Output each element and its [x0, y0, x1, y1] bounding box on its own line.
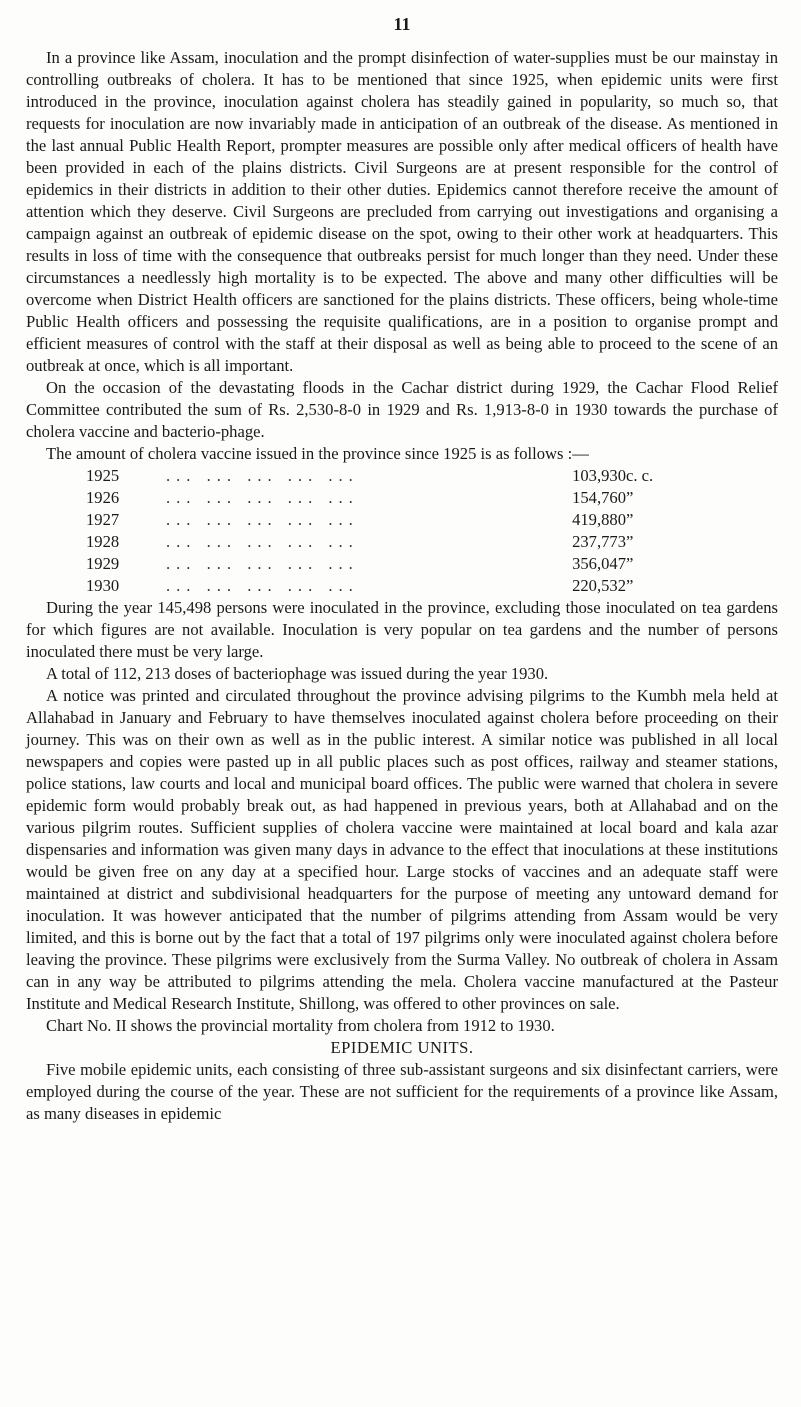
paragraph-epidemic-units: Five mobile epidemic units, each consisting of three sub-assistant surgeons and six disinfectant carriers, were employed during the course of the year. These are not sufficient for the requirements of a province like Assam, as many diseases in epidemic [26, 1060, 778, 1123]
table-row [86, 509, 686, 531]
leader-dots: ... ... ... ... ... [166, 576, 359, 595]
vaccine-issued-table [86, 465, 686, 597]
amount-cell: 220,532 [572, 576, 626, 595]
unit-cell: c. c. [626, 466, 654, 485]
unit-cell: ” [626, 510, 634, 529]
unit-cell: ” [626, 532, 634, 551]
amount-cell: 356,047 [572, 554, 626, 573]
table-row [86, 487, 686, 509]
paragraph-vaccine-intro: The amount of cholera vaccine issued in the province since 1925 is as follows :— [46, 444, 589, 463]
unit-cell: ” [626, 488, 634, 507]
section-heading: EPIDEMIC UNITS. [330, 1038, 474, 1057]
year-cell: 1929 [86, 554, 120, 573]
amount-cell: 419,880 [572, 510, 626, 529]
document-page [26, 14, 778, 1125]
amount-cell: 103,930 [572, 466, 626, 485]
leader-dots: ... ... ... ... ... [166, 510, 359, 529]
paragraph-kumbh-mela: A notice was printed and circulated throughout the province advising pilgrims to the Kumbh mela held at Allahabad in January and February to have themselves inoculated against cholera before proceeding on their journey. This was on their own as well as in the public interest. A similar notice was published in all local newspapers and copies were pasted up in all public places such as post offices, railway and steamer stations, police stations, law courts and local and municipal board offices. The public were warned that cholera in severe epidemic form would probably break out, as had happened in previous years, both at Allahabad and on the various pilgrim routes. Sufficient supplies of cholera vaccine were maintained at local board and kala azar dispensaries and information was given many days in advance to the effect that inoculations at these institutions would be given free on any day at a specified hour. Large stocks of vaccines and an adequate staff were maintained at district and subdivisional headquarters for the purpose of meeting any untoward demand for inoculation. It was however anticipated that the number of pilgrims attending from Assam would be very limited, and this is borne out by the fact that a total of 197 pilgrims only were inoculated against cholera before leaving the province. These pilgrims were exclusively from the Surma Valley. No outbreak of cholera in Assam can in any way be attributed to pilgrims attending the mela. Cholera vaccine manufactured at the Pasteur Institute and Medical Research Institute, Shillong, was offered to other provinces on sale. [26, 686, 778, 1013]
table-row [86, 553, 686, 575]
year-cell: 1930 [86, 576, 120, 595]
amount-cell: 154,760 [572, 488, 626, 507]
page-number: 11 [393, 14, 411, 34]
paragraph-persons-inoculated: During the year 145,498 persons were inoculated in the province, excluding those inoculated on tea gardens for which figures are not available. Inoculation is very popular on tea gardens and the number of persons inoculated there must be very large. [26, 598, 778, 661]
year-cell: 1926 [86, 488, 120, 507]
leader-dots: ... ... ... ... ... [166, 488, 359, 507]
table-row [86, 575, 686, 597]
year-cell: 1927 [86, 510, 120, 529]
table-row [86, 465, 686, 487]
table-row [86, 531, 686, 553]
leader-dots: ... ... ... ... ... [166, 554, 359, 573]
unit-cell: ” [626, 576, 634, 595]
leader-dots: ... ... ... ... ... [166, 532, 359, 551]
paragraph-inoculation: In a province like Assam, inoculation and the prompt disinfection of water-supplies must be our mainstay in controlling outbreaks of cholera. It has to be mentioned that since 1925, when epidemic units were first introduced in the province, inoculation against cholera has steadily gained in popularity, so much so, that requests for inoculation are now invariably made in anticipation of an outbreak of the disease. As mentioned in the last annual Public Health Report, prompter measures are possible only after medical officers of health have been provided in each of the plains districts. Civil Surgeons are at present responsible for the control of epidemics in their districts in addition to their other duties. Epidemics cannot therefore receive the amount of attention which they deserve. Civil Surgeons are precluded from carrying out investigations and organising a campaign against an outbreak of epidemic disease on the spot, owing to their other work at headquarters. This results in loss of time with the consequence that outbreaks persist for much longer than they need. Under these circumstances a needlessly high mortality is to be expected. The above and many other difficulties will be overcome when District Health officers are sanctioned for the plains districts. These officers, being whole-time Public Health officers and possessing the requisite qualifications, are in a position to organise prompt and efficient measures of control with the staff at their disposal as well as being able to proceed to the scene of an outbreak at once, which is all important. [26, 48, 778, 375]
paragraph-cachar-floods: On the occasion of the devastating floods in the Cachar district during 1929, the Cachar Flood Relief Committee contributed the sum of Rs. 2,530-8-0 in 1929 and Rs. 1,913-8-0 in 1930 towards the purchase of cholera vaccine and bacterio-phage. [26, 378, 778, 441]
leader-dots: ... ... ... ... ... [166, 466, 359, 485]
amount-cell: 237,773 [572, 532, 626, 551]
paragraph-chart-reference: Chart No. II shows the provincial mortality from cholera from 1912 to 1930. [46, 1016, 555, 1035]
year-cell: 1928 [86, 532, 120, 551]
unit-cell: ” [626, 554, 634, 573]
paragraph-bacteriophage: A total of 112, 213 doses of bacteriophage was issued during the year 1930. [46, 664, 549, 683]
year-cell: 1925 [86, 466, 120, 485]
